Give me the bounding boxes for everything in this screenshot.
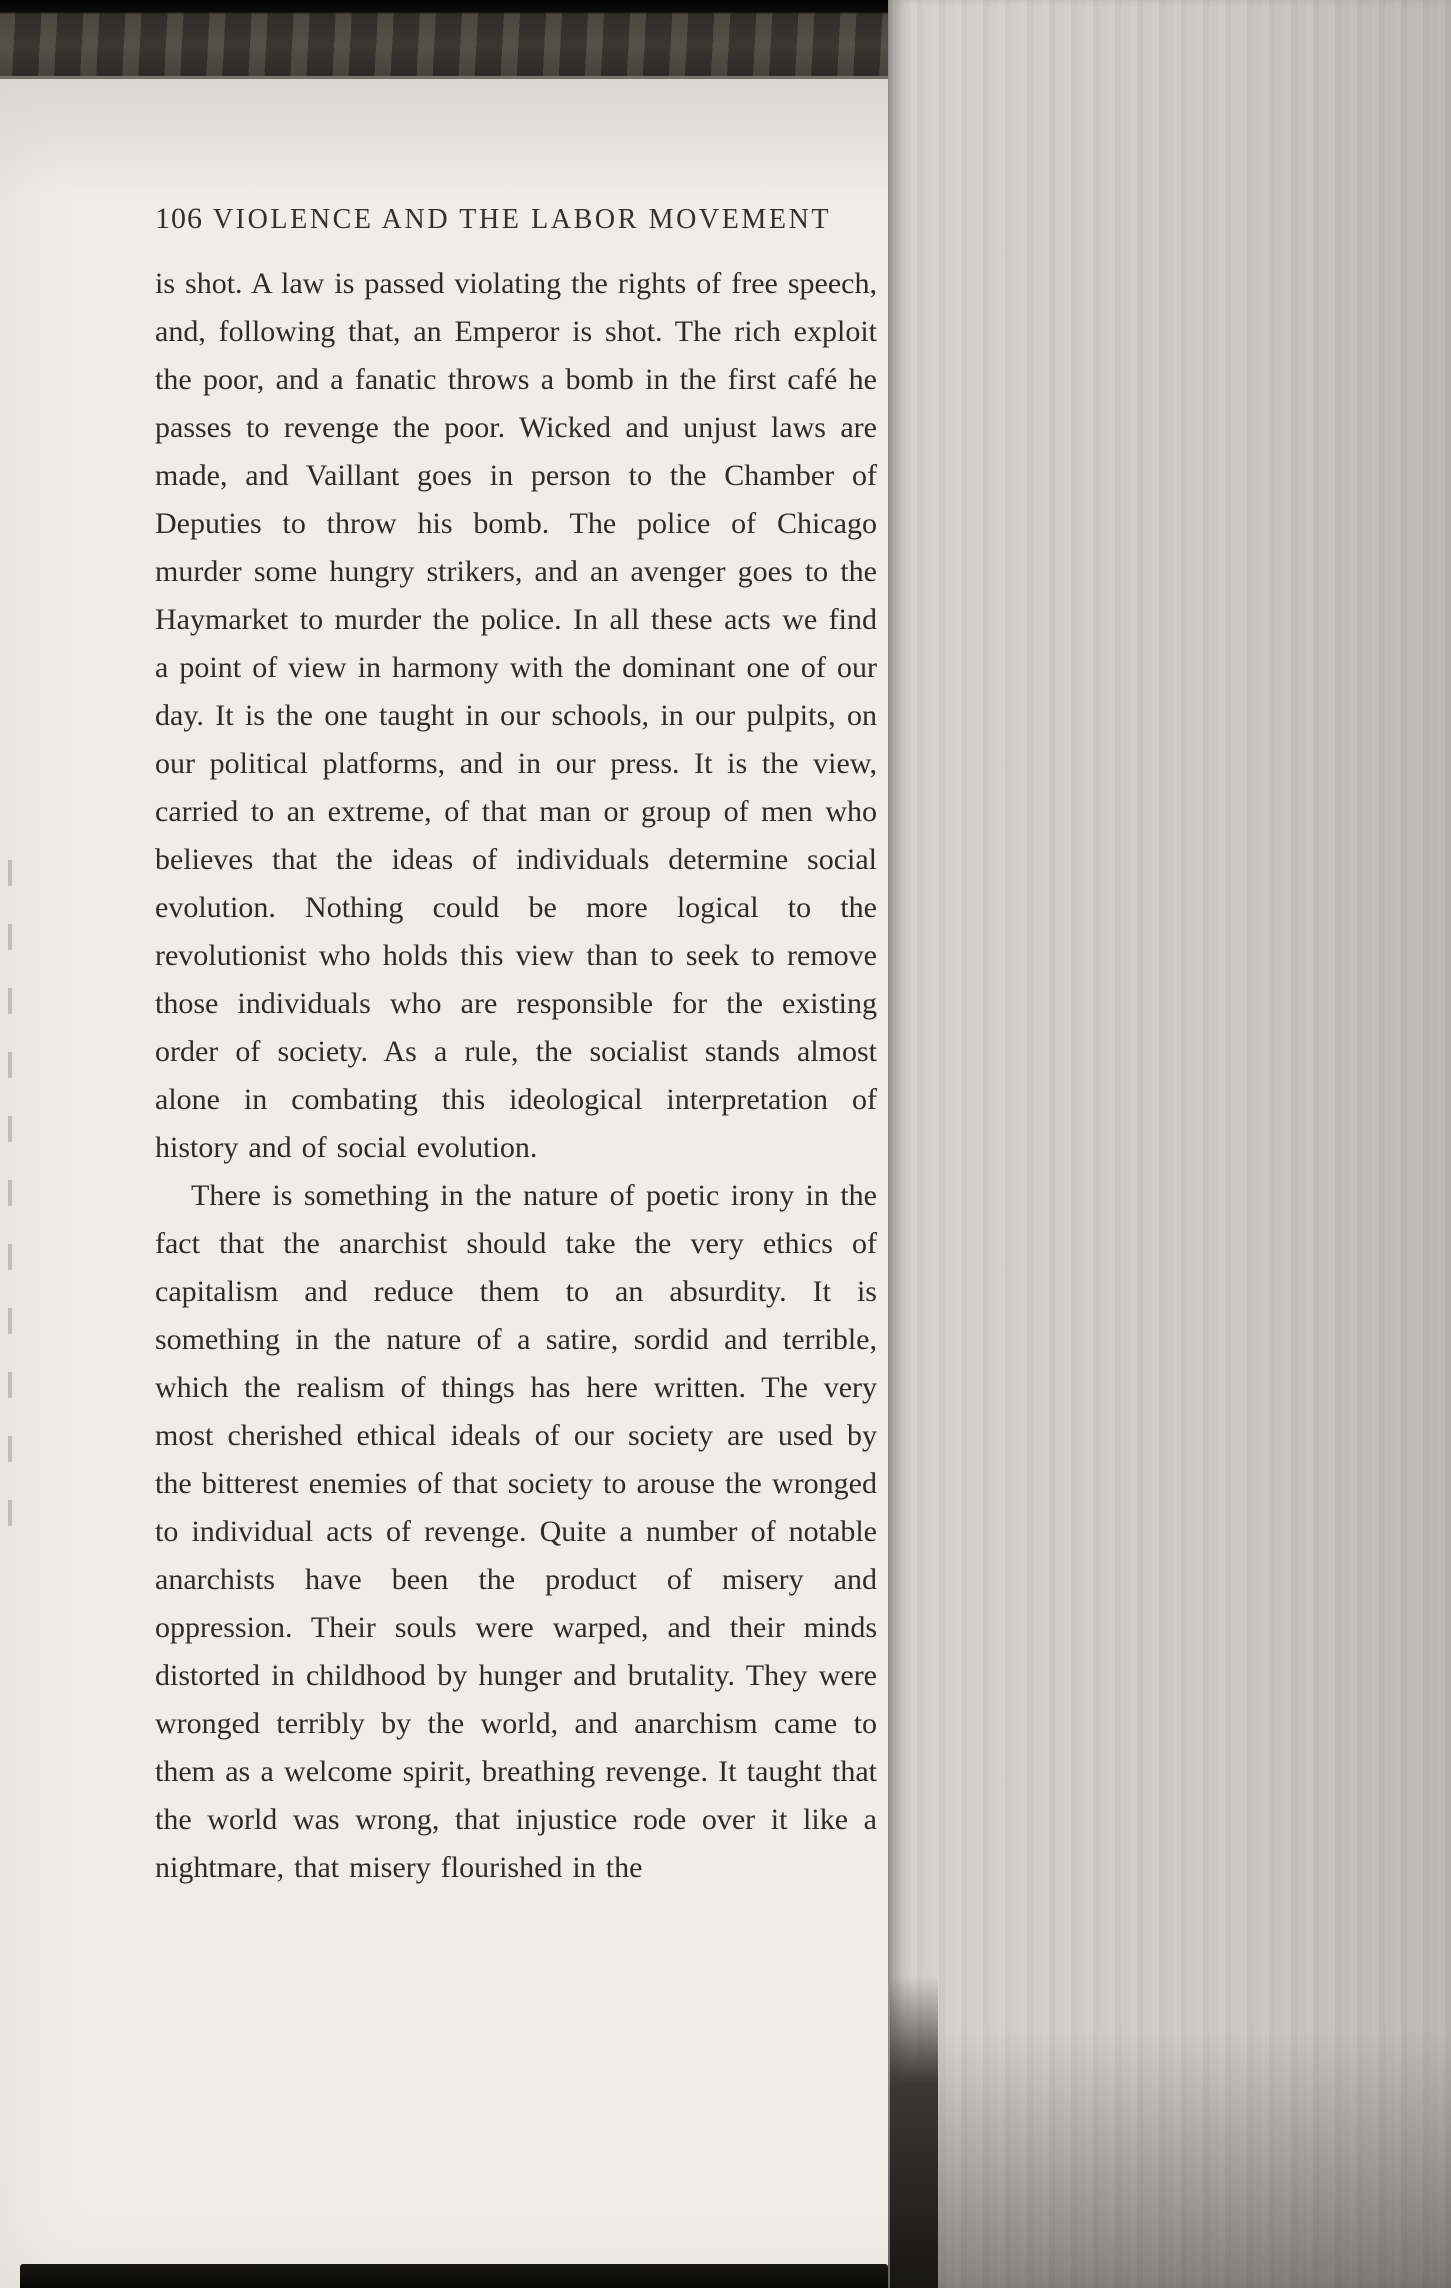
scan-bottom-edge [20, 2264, 888, 2288]
scan-binding-shadow [890, 1975, 938, 2288]
paragraph-2: There is something in the nature of poetic irony in the fact that the anarchist should take the very ethics of capitalism and reduce them to an absurdity. It is something in the nature of a satire, sordid and terrible, which the realism of things has here written. The very most cherished ethical ideals of our society are used by the bitterest enemies of that society to arouse the wronged to individual acts of revenge. Quite a number of notable anarchists have been the product of misery and oppression. Their souls were warped, and their minds distorted in childhood by hunger and brutality. They were wronged terribly by the world, and anarchism came to them as a welcome spirit, breathing revenge. It taught that the world was wrong, that injustice rode over it like a nightmare, that misery flourished in the [155, 1179, 877, 1884]
scan-corner-shadow [888, 2028, 1451, 2288]
page-header [155, 202, 877, 236]
page-content [155, 202, 877, 1892]
running-title: VIOLENCE AND THE LABOR MOVEMENT [212, 204, 832, 235]
page-number: 106 [155, 202, 203, 235]
paragraph-1: is shot. A law is passed violating the rights of free speech, and, following that, an Emperor is shot. The rich exploit the poor, and a fanatic throws a bomb in the first café he passes to revenge the poor. Wicked and unjust laws are made, and Vaillant goes in person to the Chamber of Deputies to throw his bomb. The police of Chicago murder some hungry strikers, and an avenger goes to the Haymarket to murder the police. In all these acts we find a point of view in harmony with the dominant one of our day. It is the one taught in our schools, in our pulpits, on our political platforms, and in our press. It is the view, carried to an extreme, of that man or group of men who believes that the ideas of individuals determine social evolution. Nothing could be more logical to the revolutionist who holds this view than to seek to remove those individuals who are responsible for the existing order of society. As a rule, the socialist stands almost alone in combating this ideological interpretation of history and of social evolution. [155, 267, 877, 1164]
scan-right-page-edge [888, 0, 1451, 2288]
scan-left-edge-marks [8, 860, 12, 1560]
